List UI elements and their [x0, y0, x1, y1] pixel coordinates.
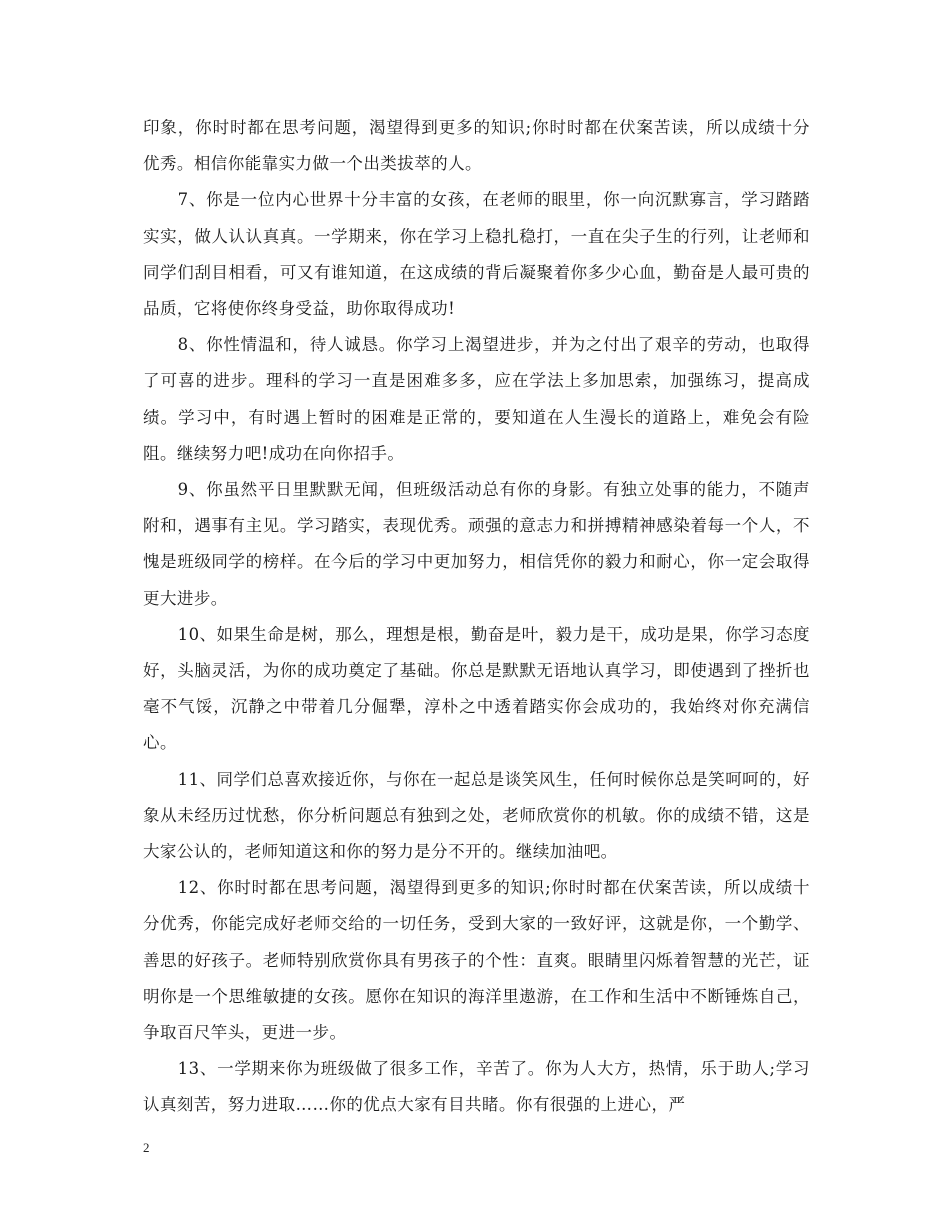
paragraph-comment-8: 8、你性情温和，待人诚恳。你学习上渴望进步，并为之付出了艰辛的劳动，也取得了可喜的进步。理科的学习一直是困难多多，应在学法上多加思索，加强练习，提高成绩。学习中，有时遇上暂时的困难是正常的，要知道在人生漫长的道路上，难免会有险阻。继续努力吧!成功在向你招手。: [143, 335, 810, 463]
paragraph-comment-9: 9、你虽然平日里默默无闻，但班级活动总有你的身影。有独立处事的能力，不随声附和，遇事有主见。学习踏实，表现优秀。顽强的意志力和拼搏精神感染着每一个人，不愧是班级同学的榜样。在今后的学习中更加努力，相信凭你的毅力和耐心，你一定会取得更大进步。: [143, 480, 810, 608]
paragraph-comment-12: 12、你时时都在思考问题，渴望得到更多的知识;你时时都在伏案苦读，所以成绩十分优秀，你能完成好老师交给的一切任务，受到大家的一致好评，这就是你，一个勤学、善思的好孩子。老师特别欣赏你具有男孩子的个性：直爽。眼睛里闪烁着智慧的光芒，证明你是一个思维敏捷的女孩。愿你在知识的海洋里遨游，在工作和生活中不断锤炼自己，争取百尺竿头，更进一步。: [143, 878, 810, 1043]
document-body: [143, 110, 810, 1124]
paragraph-continuation: 印象，你时时都在思考问题，渴望得到更多的知识;你时时都在伏案苦读，所以成绩十分优秀。相信你能靠实力做一个出类拔萃的人。: [143, 118, 810, 174]
paragraph-comment-7: 7、你是一位内心世界十分丰富的女孩，在老师的眼里，你一向沉默寡言，学习踏踏实实，做人认认真真。一学期来，你在学习上稳扎稳打，一直在尖子生的行列，让老师和同学们刮目相看，可又有谁知道，在这成绩的背后凝聚着你多少心血，勤奋是人最可贵的品质，它将使你终身受益，助你取得成功!: [143, 190, 810, 319]
page-number: 2: [143, 1140, 150, 1155]
paragraph-comment-11: 11、同学们总喜欢接近你，与你在一起总是谈笑风生，任何时候你总是笑呵呵的，好象从未经历过忧愁，你分析问题总有独到之处，老师欣赏你的机敏。你的成绩不错，这是大家公认的，老师知道这和你的努力是分不开的。继续加油吧。: [143, 769, 810, 862]
paragraph-comment-13: 13、一学期来你为班级做了很多工作，辛苦了。你为人大方，热情，乐于助人;学习认真刻苦，努力进取……你的优点大家有目共睹。你有很强的上进心，严: [143, 1059, 810, 1115]
paragraph-comment-10: 10、如果生命是树，那么，理想是根，勤奋是叶，毅力是干，成功是果，你学习态度好，头脑灵活，为你的成功奠定了基础。你总是默默无语地认真学习，即使遇到了挫折也毫不气馁，沉静之中带着几分倔犟，淳朴之中透着踏实你会成功的，我始终对你充满信心。: [143, 624, 810, 753]
